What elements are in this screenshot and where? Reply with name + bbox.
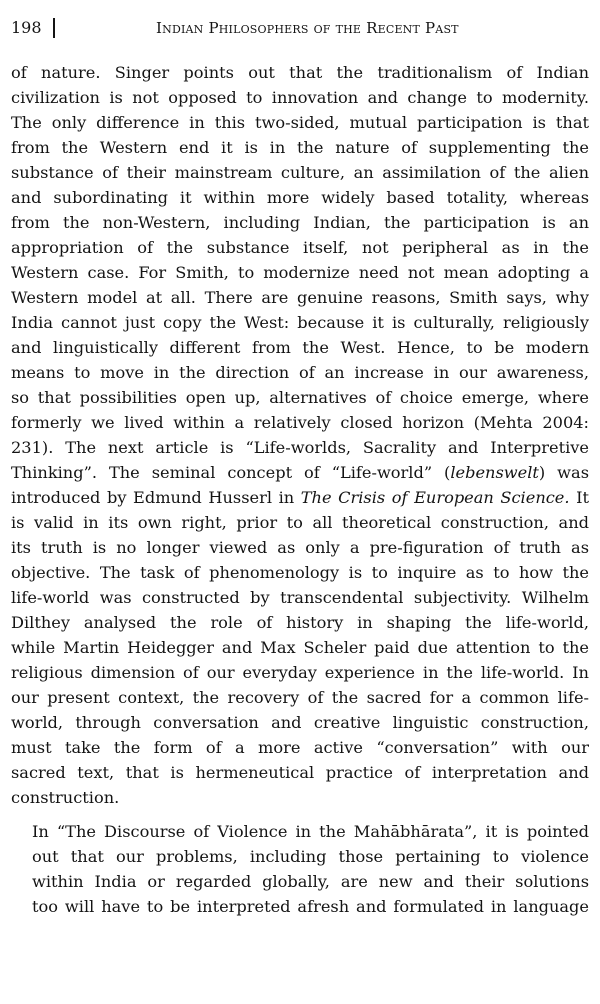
text-line: is valid in its own right, prior to all theoretical construction, and [11,513,589,532]
text-line: India cannot just copy the West: because it is culturally, religiously [11,313,589,332]
text-line: In “The Discourse of Violence in the Mahābhārata”, it is pointed [32,822,589,841]
italic-book-title: The Crisis of European Science. [300,488,570,507]
text-line: from the non-Western, including Indian, the participation is an [11,213,589,232]
page-number: 198 [11,18,42,37]
body-text [11,60,589,919]
text-line: Western case. For Smith, to modernize need not mean adopting a [11,263,589,282]
text-line: and subordinating it within more widely based totality, whereas [11,188,589,207]
text-run: introduced by Edmund Husserl in [11,488,301,507]
text-line: so that possibilities open up, alternatives of choice emerge, where [11,388,589,407]
text-line: means to move in the direction of an increase in our awareness, [11,363,589,382]
text-line: objective. The task of phenomenology is to inquire as to how the [11,563,589,582]
text-line: of nature. Singer points out that the traditionalism of Indian [11,63,589,82]
text-line: religious dimension of our everyday experience in the life-world. In [11,663,589,682]
text-line: too will have to be interpreted afresh and formulated in language [32,897,589,916]
text-line: world, through conversation and creative linguistic construction, [11,713,589,732]
text-run: ) was [538,463,589,482]
text-line: civilization is not opposed to innovation and change to modernity. [11,88,589,107]
text-line: our present context, the recovery of the sacred for a common life- [11,688,589,707]
italic-term: lebenswelt [450,463,539,482]
text-line: while Martin Heidegger and Max Scheler paid due attention to the [11,638,589,657]
text-line: Dilthey analysed the role of history in shaping the life-world, [11,613,589,632]
text-run: Thinking”. The seminal concept of “Life-world” ( [11,463,451,482]
text-line: within India or regarded globally, are new and their solutions [32,872,589,891]
text-line [11,485,589,510]
text-run: It [569,488,589,507]
text-line: life-world was constructed by transcendental subjectivity. Wilhelm [11,588,589,607]
text-line: construction. [11,788,120,807]
header-divider [53,18,55,38]
text-line: formerly we lived within a relatively closed horizon (Mehta 2004: [11,413,589,432]
text-line: must take the form of a more active “conversation” with our [11,738,589,757]
running-title: Indian Philosophers of the Recent Past [156,19,459,37]
text-line: The only difference in this two-sided, mutual participation is that [11,113,589,132]
text-line [11,460,589,485]
running-header [11,10,586,38]
text-line: from the Western end it is in the nature of supplementing the [11,138,589,157]
paragraph-1 [11,60,589,810]
text-line: and linguistically different from the West. Hence, to be modern [11,338,589,357]
text-line: sacred text, that is hermeneutical practice of interpretation and [11,763,589,782]
paragraph-2 [11,819,589,919]
text-line: 231). The next article is “Life-worlds, Sacrality and Interpretive [11,438,589,457]
text-line: appropriation of the substance itself, not peripheral as in the [11,238,589,257]
text-line: substance of their mainstream culture, an assimilation of the alien [11,163,589,182]
text-line: its truth is no longer viewed as only a pre-figuration of truth as [11,538,589,557]
text-line: out that our problems, including those pertaining to violence [32,847,589,866]
text-line: Western model at all. There are genuine reasons, Smith says, why [11,288,589,307]
